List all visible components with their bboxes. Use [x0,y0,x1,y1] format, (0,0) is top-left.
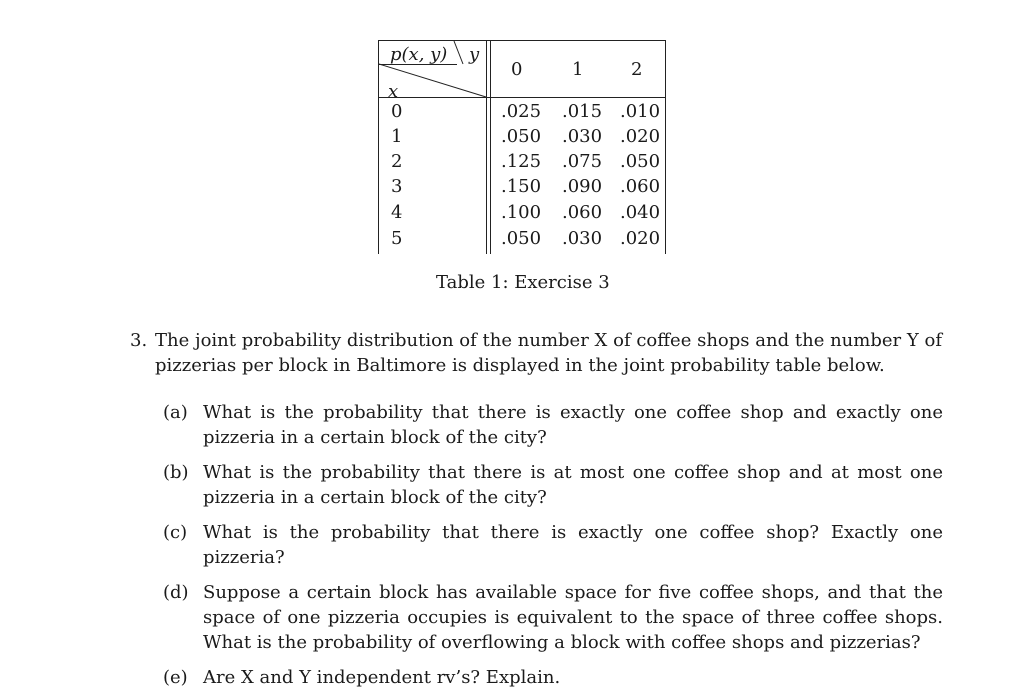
part-label: (a) [163,402,188,423]
table-cell: .060 [620,176,661,197]
x-row-label: 2 [391,151,403,172]
part-b [163,460,943,510]
problem-statement [130,328,942,378]
part-text: What is the probability that there is exactly one coffee shop and exactly one pizzeria in a certain block of the city? [203,402,943,448]
table-cell: .050 [501,126,542,147]
table-cell: .025 [501,101,542,122]
table-cell: .050 [620,151,661,172]
joint-probability-table [378,40,666,254]
table-cell: .125 [501,151,542,172]
table-cell: .020 [620,228,661,249]
y-header-0: 0 [511,59,523,80]
y-header-2: 2 [631,59,643,80]
part-a [163,400,943,450]
part-c [163,520,943,570]
part-text: What is the probability that there is at most one coffee shop and at most one pizzeria in a certain block of the city? [203,462,943,508]
table-column-divider-right [490,40,491,254]
part-label: (b) [163,462,189,483]
x-row-label: 0 [391,101,403,122]
problem-number: 3. [130,330,148,351]
header-function-label: p(x, y) [390,44,448,65]
header-y-label: y [469,44,480,65]
table-cell: .090 [562,176,603,197]
table-cell: .030 [562,126,603,147]
table-cell: .075 [562,151,603,172]
table-cell: .015 [562,101,603,122]
table-cell: .020 [620,126,661,147]
x-row-label: 4 [391,202,403,223]
part-label: (e) [163,667,188,688]
table-cell: .010 [620,101,661,122]
table-cell: .150 [501,176,542,197]
part-e [163,665,943,690]
table-cell: .100 [501,202,542,223]
table-cell: .060 [562,202,603,223]
problem-parts [163,400,943,700]
table-cell: .050 [501,228,542,249]
part-d [163,580,943,655]
y-header-1: 1 [572,59,584,80]
x-row-label: 1 [391,126,403,147]
x-row-label: 3 [391,176,403,197]
problem-text: The joint probability distribution of the number X of coffee shops and the number Y of pizzerias per block in Baltimore is displayed in the joint probability table below. [155,330,942,376]
part-label: (c) [163,522,188,543]
part-text: Suppose a certain block has available space for five coffee shops, and that the space of one pizzeria occupies is equivalent to the space of three coffee shops. What is the probability of overflowing a block with coffee shops and pizzerias? [203,582,943,653]
table-cell: .040 [620,202,661,223]
header-x-label: x [388,81,399,102]
x-row-label: 5 [391,228,403,249]
table-right-border [665,40,666,254]
part-label: (d) [163,582,189,603]
part-text: What is the probability that there is exactly one coffee shop? Exactly one pizzeria? [203,522,943,568]
table-caption: Table 1: Exercise 3 [436,272,610,293]
part-text: Are X and Y independent rv’s? Explain. [203,667,561,688]
table-cell: .030 [562,228,603,249]
